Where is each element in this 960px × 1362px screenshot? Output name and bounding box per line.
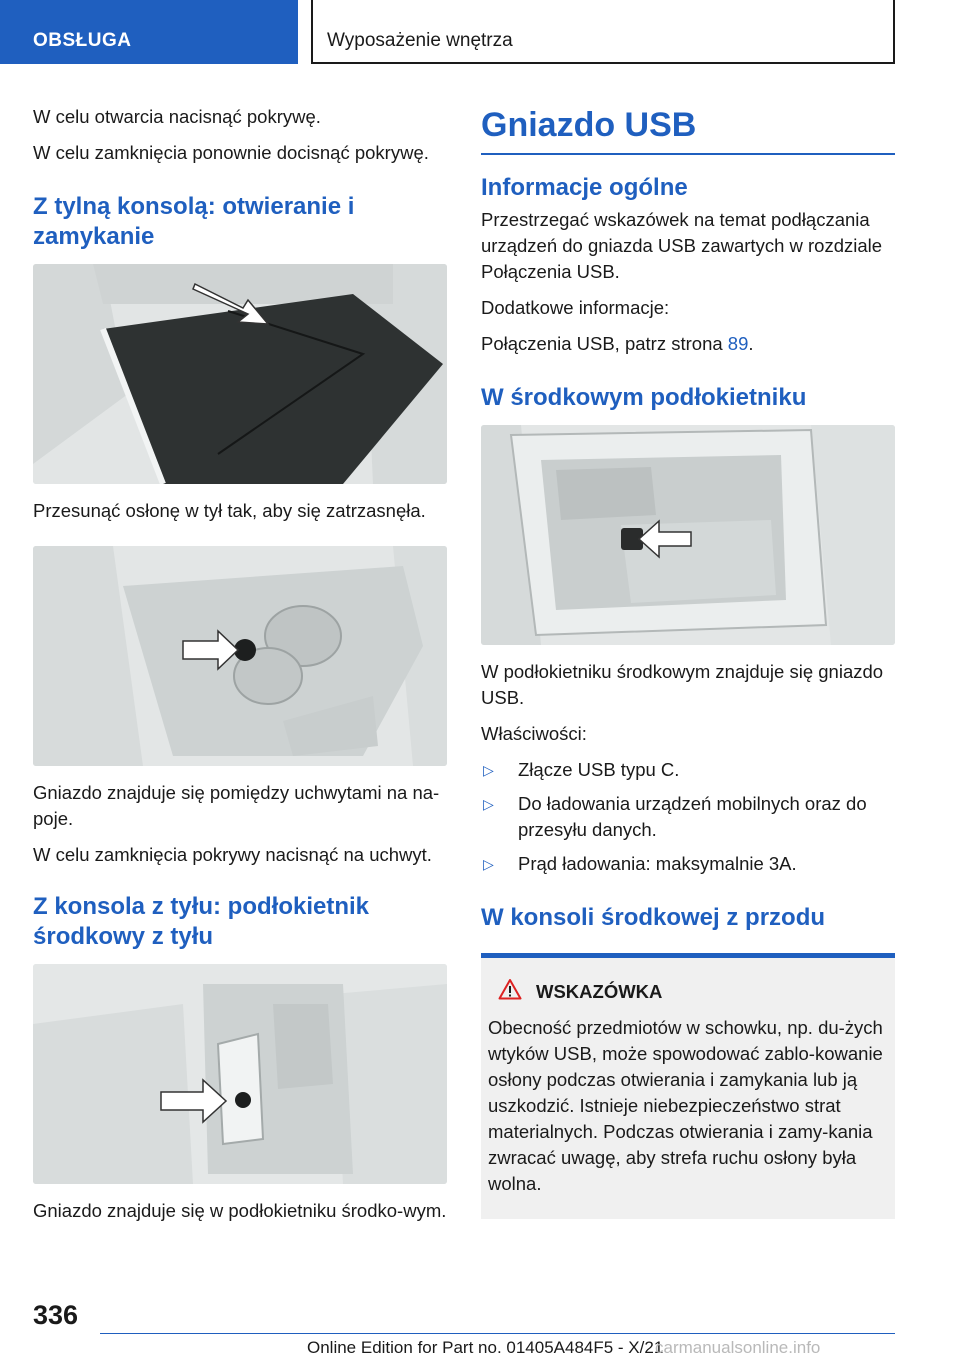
paragraph-slide-cover: Przesunąć osłonę w tył tak, aby się zatrzasnęła. (33, 500, 426, 521)
heading-general-info: Informacje ogólne (481, 174, 688, 201)
list-item: ▷ Złącze USB typu C. (481, 757, 895, 783)
paragraph-socket-between: Gniazdo znajduje się pomiędzy uchwytami na na-poje. (33, 782, 440, 829)
page-number: 336 (33, 1300, 79, 1330)
page-link-89[interactable]: 89 (727, 333, 749, 354)
warning-text: Obecność przedmiotów w schowku, np. du-żych wtyków USB, może spowodować zablo-kowanie osłony podczas otwierania i zamykania lub ją uszkodzić. Istnieje niebezpieczeństwo strat materialnych. Podczas otwierania i zamy-kania zwracać uwagę, aby strefa ruchu osłony była wolna. (488, 1017, 883, 1194)
paragraph-close: W celu zamknięcia ponownie docisnąć pokrywę. (33, 142, 429, 163)
footer-edition: Online Edition for Part no. 01405A484F5 - X/21 (307, 1338, 664, 1357)
ref-suffix: . (748, 333, 754, 354)
chapter-title: Wyposażenie wnętrza (311, 0, 895, 64)
figure-center-armrest-usb (481, 425, 895, 645)
paragraph-additional: Dodatkowe informacje: (481, 297, 670, 318)
triangle-right-icon: ▷ (483, 856, 494, 872)
watermark: carmanualsonline.info (655, 1338, 821, 1357)
ref-text: Połączenia USB, patrz strona (481, 333, 728, 354)
list-item: ▷ Do ładowania urządzeń mobilnych oraz do przesyłu danych. (483, 793, 867, 840)
footer-divider (100, 1333, 895, 1334)
section-tab: OBSŁUGA (0, 0, 298, 64)
properties-list (481, 757, 895, 877)
paragraph-usb-ref (481, 331, 895, 357)
list-item: ▷ Prąd ładowania: maksymalnie 3A. (481, 851, 895, 877)
figure-rear-armrest-socket (33, 964, 447, 1184)
warning-triangle-icon (498, 978, 522, 1005)
warning-box (481, 953, 895, 1219)
paragraph-properties: Właściwości: (481, 723, 587, 744)
paragraph-observe: Przestrzegać wskazówek na temat podłączania urządzeń do gniazda USB zawartych w rozdziale Połączenia USB. (481, 209, 883, 282)
heading-rear-armrest: Z konsola z tyłu: podłokietnik środkowy z tyłu (33, 893, 370, 950)
triangle-right-icon: ▷ (483, 762, 494, 778)
heading-rear-console: Z tylną konsolą: otwieranie i zamykanie (33, 193, 355, 250)
paragraph-socket-armrest: Gniazdo znajduje się w podłokietniku środko-wym. (33, 1200, 447, 1221)
heading-center-armrest: W środkowym podłokietniku (481, 384, 807, 411)
paragraph-open: W celu otwarcia nacisnąć pokrywę. (33, 106, 321, 127)
paragraph-close-cover: W celu zamknięcia pokrywy nacisnąć na uchwyt. (33, 844, 432, 865)
triangle-right-icon: ▷ (483, 796, 494, 812)
right-column (481, 104, 895, 1219)
left-column (33, 104, 447, 1234)
warning-header (488, 978, 887, 1005)
warning-title: WSKAZÓWKA (536, 980, 663, 1002)
heading-usb-socket: Gniazdo USB (481, 104, 895, 155)
paragraph-in-armrest: W podłokietniku środkowym znajduje się gniazdo USB. (481, 661, 884, 708)
figure-rear-console-cover (33, 264, 447, 484)
heading-front-console: W konsoli środkowej z przodu (481, 904, 826, 931)
figure-socket-between-holders (33, 546, 447, 766)
